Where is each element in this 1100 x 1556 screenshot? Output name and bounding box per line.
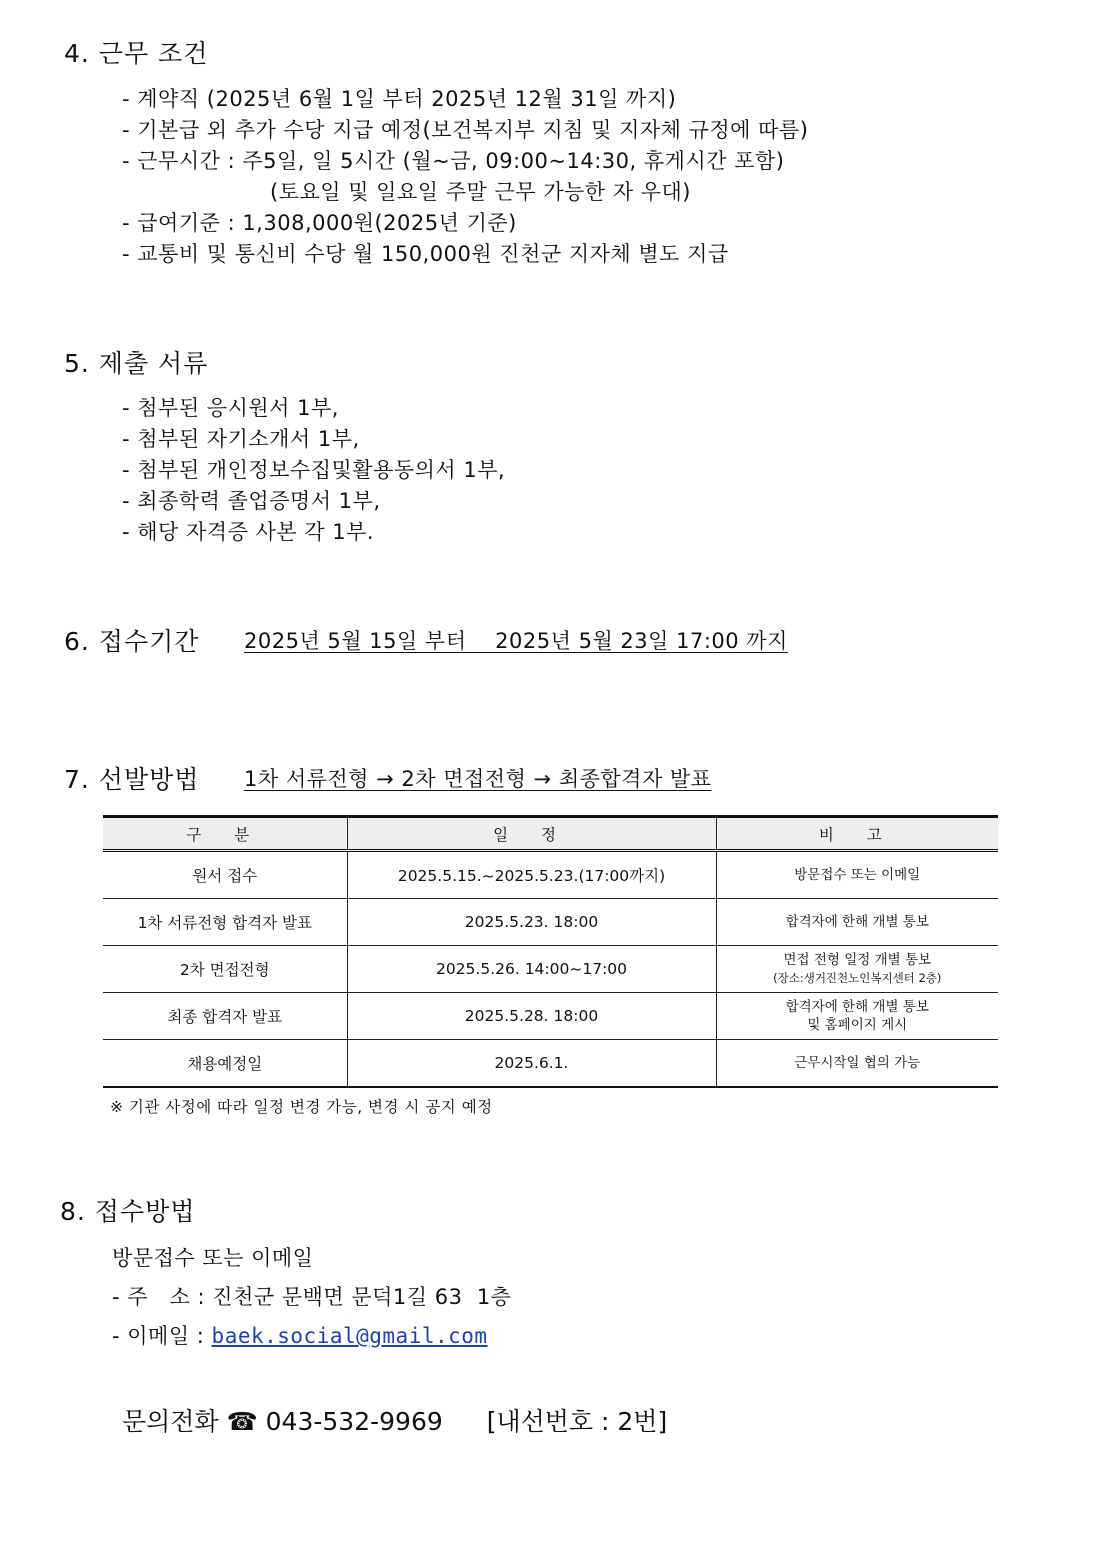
table-row bbox=[103, 1040, 998, 1088]
contact-line bbox=[122, 1402, 667, 1438]
table-row bbox=[103, 899, 998, 946]
s4-item-allowance: - 기본급 외 추가 수당 지급 예정(보건복지부 지침 및 지자체 규정에 따름) bbox=[122, 118, 809, 142]
application-period: 2025년 5월 15일 부터 2025년 5월 23일 17:00 까지 bbox=[244, 629, 788, 653]
s4-item-salary: - 급여기준 : 1,308,000원(2025년 기준) bbox=[122, 211, 517, 235]
row-schedule: 2025.5.26. 14:00~17:00 bbox=[347, 946, 716, 993]
row-schedule: 2025.5.23. 18:00 bbox=[347, 899, 716, 946]
header-category: 구 분 bbox=[103, 817, 347, 851]
s4-item-hours: - 근무시간 : 주5일, 일 5시간 (월~금, 09:00~14:30, 휴게시간 포함) bbox=[122, 149, 785, 173]
s5-item-diploma: - 최종학력 졸업증명서 1부, bbox=[122, 489, 381, 513]
section-8-title: 8. 접수방법 bbox=[60, 1197, 196, 1226]
address-line bbox=[112, 1281, 511, 1311]
schedule-note: ※ 기관 사정에 따라 일정 변경 가능, 변경 시 공지 예정 bbox=[110, 1098, 493, 1116]
row-category: 최종 합격자 발표 bbox=[103, 993, 347, 1040]
remarks-line-1: 합격자에 한해 개별 통보 bbox=[785, 999, 929, 1015]
remarks-line-1: 면접 전형 일정 개별 통보 bbox=[783, 952, 932, 968]
section-4-title: 4. 근무 조건 bbox=[64, 39, 209, 68]
contact-phone: 043-532-9969 bbox=[265, 1407, 443, 1436]
contact-extension: [내선번호 : 2번] bbox=[486, 1407, 668, 1436]
row-remarks: 방문접수 또는 이메일 bbox=[716, 851, 998, 899]
s5-item-intro: - 첨부된 자기소개서 1부, bbox=[122, 427, 360, 451]
row-remarks: 합격자에 한해 개별 통보 bbox=[716, 899, 998, 946]
schedule-header-row bbox=[103, 817, 998, 851]
row-remarks: 근무시작일 협의 가능 bbox=[716, 1040, 998, 1088]
remarks-line-2: (장소:생거진천노인복지센터 2층) bbox=[773, 971, 942, 985]
contact-label: 문의전화 bbox=[122, 1407, 219, 1436]
row-category: 1차 서류전형 합격자 발표 bbox=[103, 899, 347, 946]
s5-item-application: - 첨부된 응시원서 1부, bbox=[122, 396, 339, 420]
table-row bbox=[103, 946, 998, 993]
s4-item-transport: - 교통비 및 통신비 수당 월 150,000원 진천군 지자체 별도 지급 bbox=[122, 242, 729, 266]
section-7-title: 7. 선발방법 bbox=[64, 765, 200, 794]
address-label: - 주 소 : bbox=[112, 1285, 213, 1309]
s5-item-privacy: - 첨부된 개인정보수집및활용동의서 1부, bbox=[122, 458, 506, 482]
s5-item-license: - 해당 자격증 사본 각 1부. bbox=[122, 520, 375, 544]
schedule-table bbox=[103, 815, 998, 1088]
address-value: 진천군 문백면 문덕1길 63 1층 bbox=[212, 1285, 512, 1309]
row-schedule: 2025.5.15.~2025.5.23.(17:00까지) bbox=[347, 851, 716, 899]
s4-item-weekend: (토요일 및 일요일 주말 근무 가능한 자 우대) bbox=[270, 180, 691, 204]
remarks-line-2: 및 홈페이지 게시 bbox=[807, 1017, 908, 1033]
table-row bbox=[103, 993, 998, 1040]
row-schedule: 2025.6.1. bbox=[347, 1040, 716, 1088]
email-link[interactable]: baek.social@gmail.com bbox=[211, 1324, 488, 1348]
s4-item-contract: - 계약직 (2025년 6월 1일 부터 2025년 12월 31일 까지) bbox=[122, 87, 677, 111]
row-category: 채용예정일 bbox=[103, 1040, 347, 1088]
email-label: - 이메일 : bbox=[112, 1324, 212, 1348]
row-schedule: 2025.5.28. 18:00 bbox=[347, 993, 716, 1040]
header-remarks: 비 고 bbox=[716, 817, 998, 851]
section-5-title: 5. 제출 서류 bbox=[64, 349, 209, 378]
row-remarks bbox=[716, 993, 998, 1040]
row-category: 2차 면접전형 bbox=[103, 946, 347, 993]
row-category: 원서 접수 bbox=[103, 851, 347, 899]
selection-process: 1차 서류전형 → 2차 면접전형 → 최종합격자 발표 bbox=[244, 767, 712, 791]
header-schedule: 일 정 bbox=[347, 817, 716, 851]
section-6-title: 6. 접수기간 bbox=[64, 627, 200, 656]
row-remarks bbox=[716, 946, 998, 993]
email-line bbox=[112, 1320, 488, 1350]
phone-icon: ☎ bbox=[226, 1407, 258, 1436]
application-method: 방문접수 또는 이메일 bbox=[112, 1246, 314, 1270]
table-row bbox=[103, 851, 998, 899]
